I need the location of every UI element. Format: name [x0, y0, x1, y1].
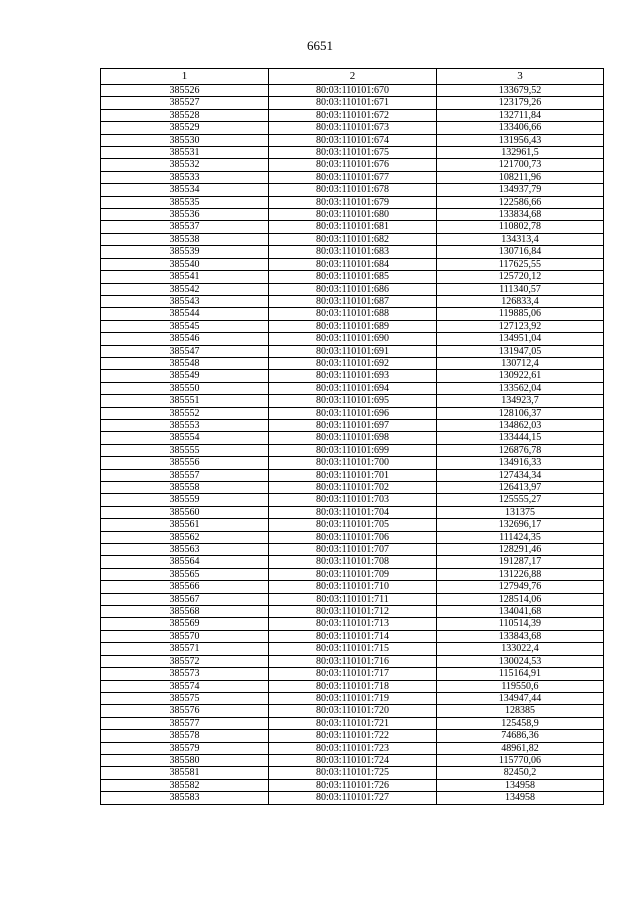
row-number-cell: 385582	[101, 779, 269, 791]
cadastral-number-cell: 80:03:110101:673	[269, 122, 437, 134]
value-cell: 119550,6	[437, 680, 604, 692]
value-cell: 133679,52	[437, 85, 604, 97]
table-row	[101, 705, 604, 717]
row-number-cell: 385563	[101, 544, 269, 556]
value-cell: 133843,68	[437, 630, 604, 642]
value-cell: 191287,17	[437, 556, 604, 568]
value-cell: 115164,91	[437, 668, 604, 680]
value-cell: 128514,06	[437, 593, 604, 605]
table-row	[101, 668, 604, 680]
row-number-cell: 385573	[101, 668, 269, 680]
value-cell: 121700,73	[437, 159, 604, 171]
cadastral-number-cell: 80:03:110101:701	[269, 469, 437, 481]
row-number-cell: 385558	[101, 482, 269, 494]
table-row	[101, 643, 604, 655]
cadastral-number-cell: 80:03:110101:715	[269, 643, 437, 655]
value-cell: 134862,03	[437, 419, 604, 431]
cadastral-number-cell: 80:03:110101:686	[269, 283, 437, 295]
row-number-cell: 385559	[101, 494, 269, 506]
table-row	[101, 333, 604, 345]
row-number-cell: 385530	[101, 134, 269, 146]
cadastral-number-cell: 80:03:110101:725	[269, 767, 437, 779]
row-number-cell: 385576	[101, 705, 269, 717]
value-cell: 110514,39	[437, 618, 604, 630]
value-cell: 128291,46	[437, 544, 604, 556]
row-number-cell: 385581	[101, 767, 269, 779]
table-row	[101, 544, 604, 556]
row-number-cell: 385549	[101, 370, 269, 382]
cadastral-number-cell: 80:03:110101:719	[269, 692, 437, 704]
row-number-cell: 385583	[101, 792, 269, 804]
value-cell: 130716,84	[437, 246, 604, 258]
cadastral-number-cell: 80:03:110101:708	[269, 556, 437, 568]
cadastral-number-cell: 80:03:110101:677	[269, 171, 437, 183]
cadastral-number-cell: 80:03:110101:726	[269, 779, 437, 791]
row-number-cell: 385537	[101, 221, 269, 233]
value-cell: 128106,37	[437, 407, 604, 419]
cadastral-number-cell: 80:03:110101:683	[269, 246, 437, 258]
table-row	[101, 692, 604, 704]
table-row	[101, 395, 604, 407]
cadastral-number-cell: 80:03:110101:687	[269, 295, 437, 307]
value-cell: 130712,4	[437, 357, 604, 369]
row-number-cell: 385575	[101, 692, 269, 704]
table-row	[101, 308, 604, 320]
row-number-cell: 385535	[101, 196, 269, 208]
cadastral-number-cell: 80:03:110101:697	[269, 419, 437, 431]
table-row	[101, 184, 604, 196]
table-row	[101, 345, 604, 357]
value-cell: 130922,61	[437, 370, 604, 382]
page-number: 6651	[307, 38, 333, 53]
table-row	[101, 159, 604, 171]
value-cell: 132696,17	[437, 519, 604, 531]
data-table	[100, 68, 604, 805]
cadastral-number-cell: 80:03:110101:705	[269, 519, 437, 531]
value-cell: 127434,34	[437, 469, 604, 481]
table-row	[101, 506, 604, 518]
cadastral-number-cell: 80:03:110101:702	[269, 482, 437, 494]
row-number-cell: 385555	[101, 444, 269, 456]
value-cell: 125458,9	[437, 717, 604, 729]
cadastral-number-cell: 80:03:110101:688	[269, 308, 437, 320]
value-cell: 134313,4	[437, 233, 604, 245]
row-number-cell: 385568	[101, 606, 269, 618]
table-row	[101, 258, 604, 270]
row-number-cell: 385548	[101, 357, 269, 369]
row-number-cell: 385551	[101, 395, 269, 407]
table-row	[101, 792, 604, 804]
value-cell: 133444,15	[437, 432, 604, 444]
row-number-cell: 385567	[101, 593, 269, 605]
value-cell: 131947,05	[437, 345, 604, 357]
row-number-cell: 385552	[101, 407, 269, 419]
value-cell: 125555,27	[437, 494, 604, 506]
cadastral-number-cell: 80:03:110101:692	[269, 357, 437, 369]
row-number-cell: 385553	[101, 419, 269, 431]
table-row	[101, 419, 604, 431]
cadastral-number-cell: 80:03:110101:718	[269, 680, 437, 692]
table-header	[101, 69, 604, 85]
row-number-cell: 385578	[101, 730, 269, 742]
row-number-cell: 385572	[101, 655, 269, 667]
value-cell: 122586,66	[437, 196, 604, 208]
row-number-cell: 385560	[101, 506, 269, 518]
table-row	[101, 432, 604, 444]
table-row	[101, 469, 604, 481]
value-cell: 133834,68	[437, 209, 604, 221]
table-row	[101, 457, 604, 469]
row-number-cell: 385565	[101, 568, 269, 580]
row-number-cell: 385546	[101, 333, 269, 345]
table-row	[101, 134, 604, 146]
cadastral-number-cell: 80:03:110101:690	[269, 333, 437, 345]
row-number-cell: 385534	[101, 184, 269, 196]
value-cell: 131375	[437, 506, 604, 518]
value-cell: 82450,2	[437, 767, 604, 779]
cadastral-number-cell: 80:03:110101:675	[269, 147, 437, 159]
cadastral-number-cell: 80:03:110101:674	[269, 134, 437, 146]
cadastral-number-cell: 80:03:110101:723	[269, 742, 437, 754]
row-number-cell: 385540	[101, 258, 269, 270]
value-cell: 74686,36	[437, 730, 604, 742]
table-row	[101, 122, 604, 134]
table-row	[101, 295, 604, 307]
table-row	[101, 754, 604, 766]
value-cell: 132711,84	[437, 109, 604, 121]
table-row	[101, 97, 604, 109]
value-cell: 128385	[437, 705, 604, 717]
table-row	[101, 482, 604, 494]
row-number-cell: 385569	[101, 618, 269, 630]
table-row	[101, 742, 604, 754]
cadastral-number-cell: 80:03:110101:670	[269, 85, 437, 97]
row-number-cell: 385544	[101, 308, 269, 320]
value-cell: 115770,06	[437, 754, 604, 766]
cadastral-number-cell: 80:03:110101:693	[269, 370, 437, 382]
value-cell: 133562,04	[437, 382, 604, 394]
table-row	[101, 767, 604, 779]
table-row	[101, 444, 604, 456]
table-row	[101, 581, 604, 593]
table-row	[101, 730, 604, 742]
header-row	[101, 69, 604, 85]
row-number-cell: 385566	[101, 581, 269, 593]
cadastral-number-cell: 80:03:110101:696	[269, 407, 437, 419]
table-row	[101, 531, 604, 543]
row-number-cell: 385531	[101, 147, 269, 159]
cadastral-number-cell: 80:03:110101:706	[269, 531, 437, 543]
row-number-cell: 385564	[101, 556, 269, 568]
table-row	[101, 494, 604, 506]
cadastral-number-cell: 80:03:110101:704	[269, 506, 437, 518]
value-cell: 111424,35	[437, 531, 604, 543]
cadastral-number-cell: 80:03:110101:684	[269, 258, 437, 270]
cadastral-number-cell: 80:03:110101:724	[269, 754, 437, 766]
table-row	[101, 568, 604, 580]
value-cell: 119885,06	[437, 308, 604, 320]
value-cell: 134947,44	[437, 692, 604, 704]
column-header-3: 3	[437, 69, 604, 85]
table-row	[101, 630, 604, 642]
cadastral-number-cell: 80:03:110101:680	[269, 209, 437, 221]
row-number-cell: 385543	[101, 295, 269, 307]
row-number-cell: 385577	[101, 717, 269, 729]
value-cell: 132961,5	[437, 147, 604, 159]
cadastral-number-cell: 80:03:110101:678	[269, 184, 437, 196]
cadastral-number-cell: 80:03:110101:716	[269, 655, 437, 667]
table-row	[101, 618, 604, 630]
table-row	[101, 233, 604, 245]
row-number-cell: 385538	[101, 233, 269, 245]
row-number-cell: 385542	[101, 283, 269, 295]
cadastral-number-cell: 80:03:110101:679	[269, 196, 437, 208]
row-number-cell: 385532	[101, 159, 269, 171]
value-cell: 111340,57	[437, 283, 604, 295]
cadastral-number-cell: 80:03:110101:672	[269, 109, 437, 121]
row-number-cell: 385562	[101, 531, 269, 543]
row-number-cell: 385547	[101, 345, 269, 357]
value-cell: 127949,76	[437, 581, 604, 593]
value-cell: 48961,82	[437, 742, 604, 754]
cadastral-number-cell: 80:03:110101:689	[269, 320, 437, 332]
row-number-cell: 385545	[101, 320, 269, 332]
value-cell: 125720,12	[437, 271, 604, 283]
row-number-cell: 385550	[101, 382, 269, 394]
table-row	[101, 171, 604, 183]
table-row	[101, 209, 604, 221]
value-cell: 134937,79	[437, 184, 604, 196]
row-number-cell: 385574	[101, 680, 269, 692]
table-row	[101, 680, 604, 692]
cadastral-number-cell: 80:03:110101:712	[269, 606, 437, 618]
cadastral-number-cell: 80:03:110101:681	[269, 221, 437, 233]
row-number-cell: 385528	[101, 109, 269, 121]
cadastral-number-cell: 80:03:110101:710	[269, 581, 437, 593]
value-cell: 126413,97	[437, 482, 604, 494]
column-header-2: 2	[269, 69, 437, 85]
table-row	[101, 407, 604, 419]
table-row	[101, 556, 604, 568]
cadastral-number-cell: 80:03:110101:720	[269, 705, 437, 717]
table-row	[101, 370, 604, 382]
row-number-cell: 385580	[101, 754, 269, 766]
row-number-cell: 385579	[101, 742, 269, 754]
table-row	[101, 357, 604, 369]
value-cell: 134951,04	[437, 333, 604, 345]
table-row	[101, 779, 604, 791]
cadastral-number-cell: 80:03:110101:722	[269, 730, 437, 742]
cadastral-number-cell: 80:03:110101:717	[269, 668, 437, 680]
value-cell: 131956,43	[437, 134, 604, 146]
row-number-cell: 385561	[101, 519, 269, 531]
row-number-cell: 385571	[101, 643, 269, 655]
table-row	[101, 147, 604, 159]
table-row	[101, 85, 604, 97]
table-row	[101, 271, 604, 283]
table-row	[101, 283, 604, 295]
cadastral-number-cell: 80:03:110101:700	[269, 457, 437, 469]
cadastral-number-cell: 80:03:110101:698	[269, 432, 437, 444]
cadastral-number-cell: 80:03:110101:682	[269, 233, 437, 245]
table-row	[101, 221, 604, 233]
table-row	[101, 109, 604, 121]
row-number-cell: 385541	[101, 271, 269, 283]
row-number-cell: 385533	[101, 171, 269, 183]
value-cell: 110802,78	[437, 221, 604, 233]
value-cell: 123179,26	[437, 97, 604, 109]
row-number-cell: 385556	[101, 457, 269, 469]
row-number-cell: 385529	[101, 122, 269, 134]
column-header-1: 1	[101, 69, 269, 85]
value-cell: 126876,78	[437, 444, 604, 456]
value-cell: 108211,96	[437, 171, 604, 183]
cadastral-number-cell: 80:03:110101:671	[269, 97, 437, 109]
cadastral-number-cell: 80:03:110101:707	[269, 544, 437, 556]
cadastral-number-cell: 80:03:110101:694	[269, 382, 437, 394]
cadastral-number-cell: 80:03:110101:711	[269, 593, 437, 605]
value-cell: 134916,33	[437, 457, 604, 469]
row-number-cell: 385554	[101, 432, 269, 444]
value-cell: 133022,4	[437, 643, 604, 655]
cadastral-number-cell: 80:03:110101:695	[269, 395, 437, 407]
value-cell: 127123,92	[437, 320, 604, 332]
row-number-cell: 385527	[101, 97, 269, 109]
table-row	[101, 655, 604, 667]
value-cell: 134958	[437, 779, 604, 791]
cadastral-number-cell: 80:03:110101:691	[269, 345, 437, 357]
cadastral-number-cell: 80:03:110101:699	[269, 444, 437, 456]
cadastral-number-cell: 80:03:110101:709	[269, 568, 437, 580]
cadastral-number-cell: 80:03:110101:727	[269, 792, 437, 804]
table-row	[101, 382, 604, 394]
cadastral-number-cell: 80:03:110101:713	[269, 618, 437, 630]
row-number-cell: 385570	[101, 630, 269, 642]
value-cell: 131226,88	[437, 568, 604, 580]
value-cell: 126833,4	[437, 295, 604, 307]
table-row	[101, 606, 604, 618]
table-row	[101, 246, 604, 258]
table-row	[101, 717, 604, 729]
cadastral-number-cell: 80:03:110101:714	[269, 630, 437, 642]
row-number-cell: 385526	[101, 85, 269, 97]
value-cell: 134958	[437, 792, 604, 804]
value-cell: 117625,55	[437, 258, 604, 270]
value-cell: 134923,7	[437, 395, 604, 407]
table-row	[101, 320, 604, 332]
row-number-cell: 385539	[101, 246, 269, 258]
table-row	[101, 593, 604, 605]
table-row	[101, 519, 604, 531]
row-number-cell: 385536	[101, 209, 269, 221]
row-number-cell: 385557	[101, 469, 269, 481]
cadastral-number-cell: 80:03:110101:685	[269, 271, 437, 283]
value-cell: 133406,66	[437, 122, 604, 134]
cadastral-number-cell: 80:03:110101:703	[269, 494, 437, 506]
cadastral-number-cell: 80:03:110101:721	[269, 717, 437, 729]
table-body	[101, 85, 604, 805]
table-row	[101, 196, 604, 208]
value-cell: 130024,53	[437, 655, 604, 667]
value-cell: 134041,68	[437, 606, 604, 618]
cadastral-number-cell: 80:03:110101:676	[269, 159, 437, 171]
